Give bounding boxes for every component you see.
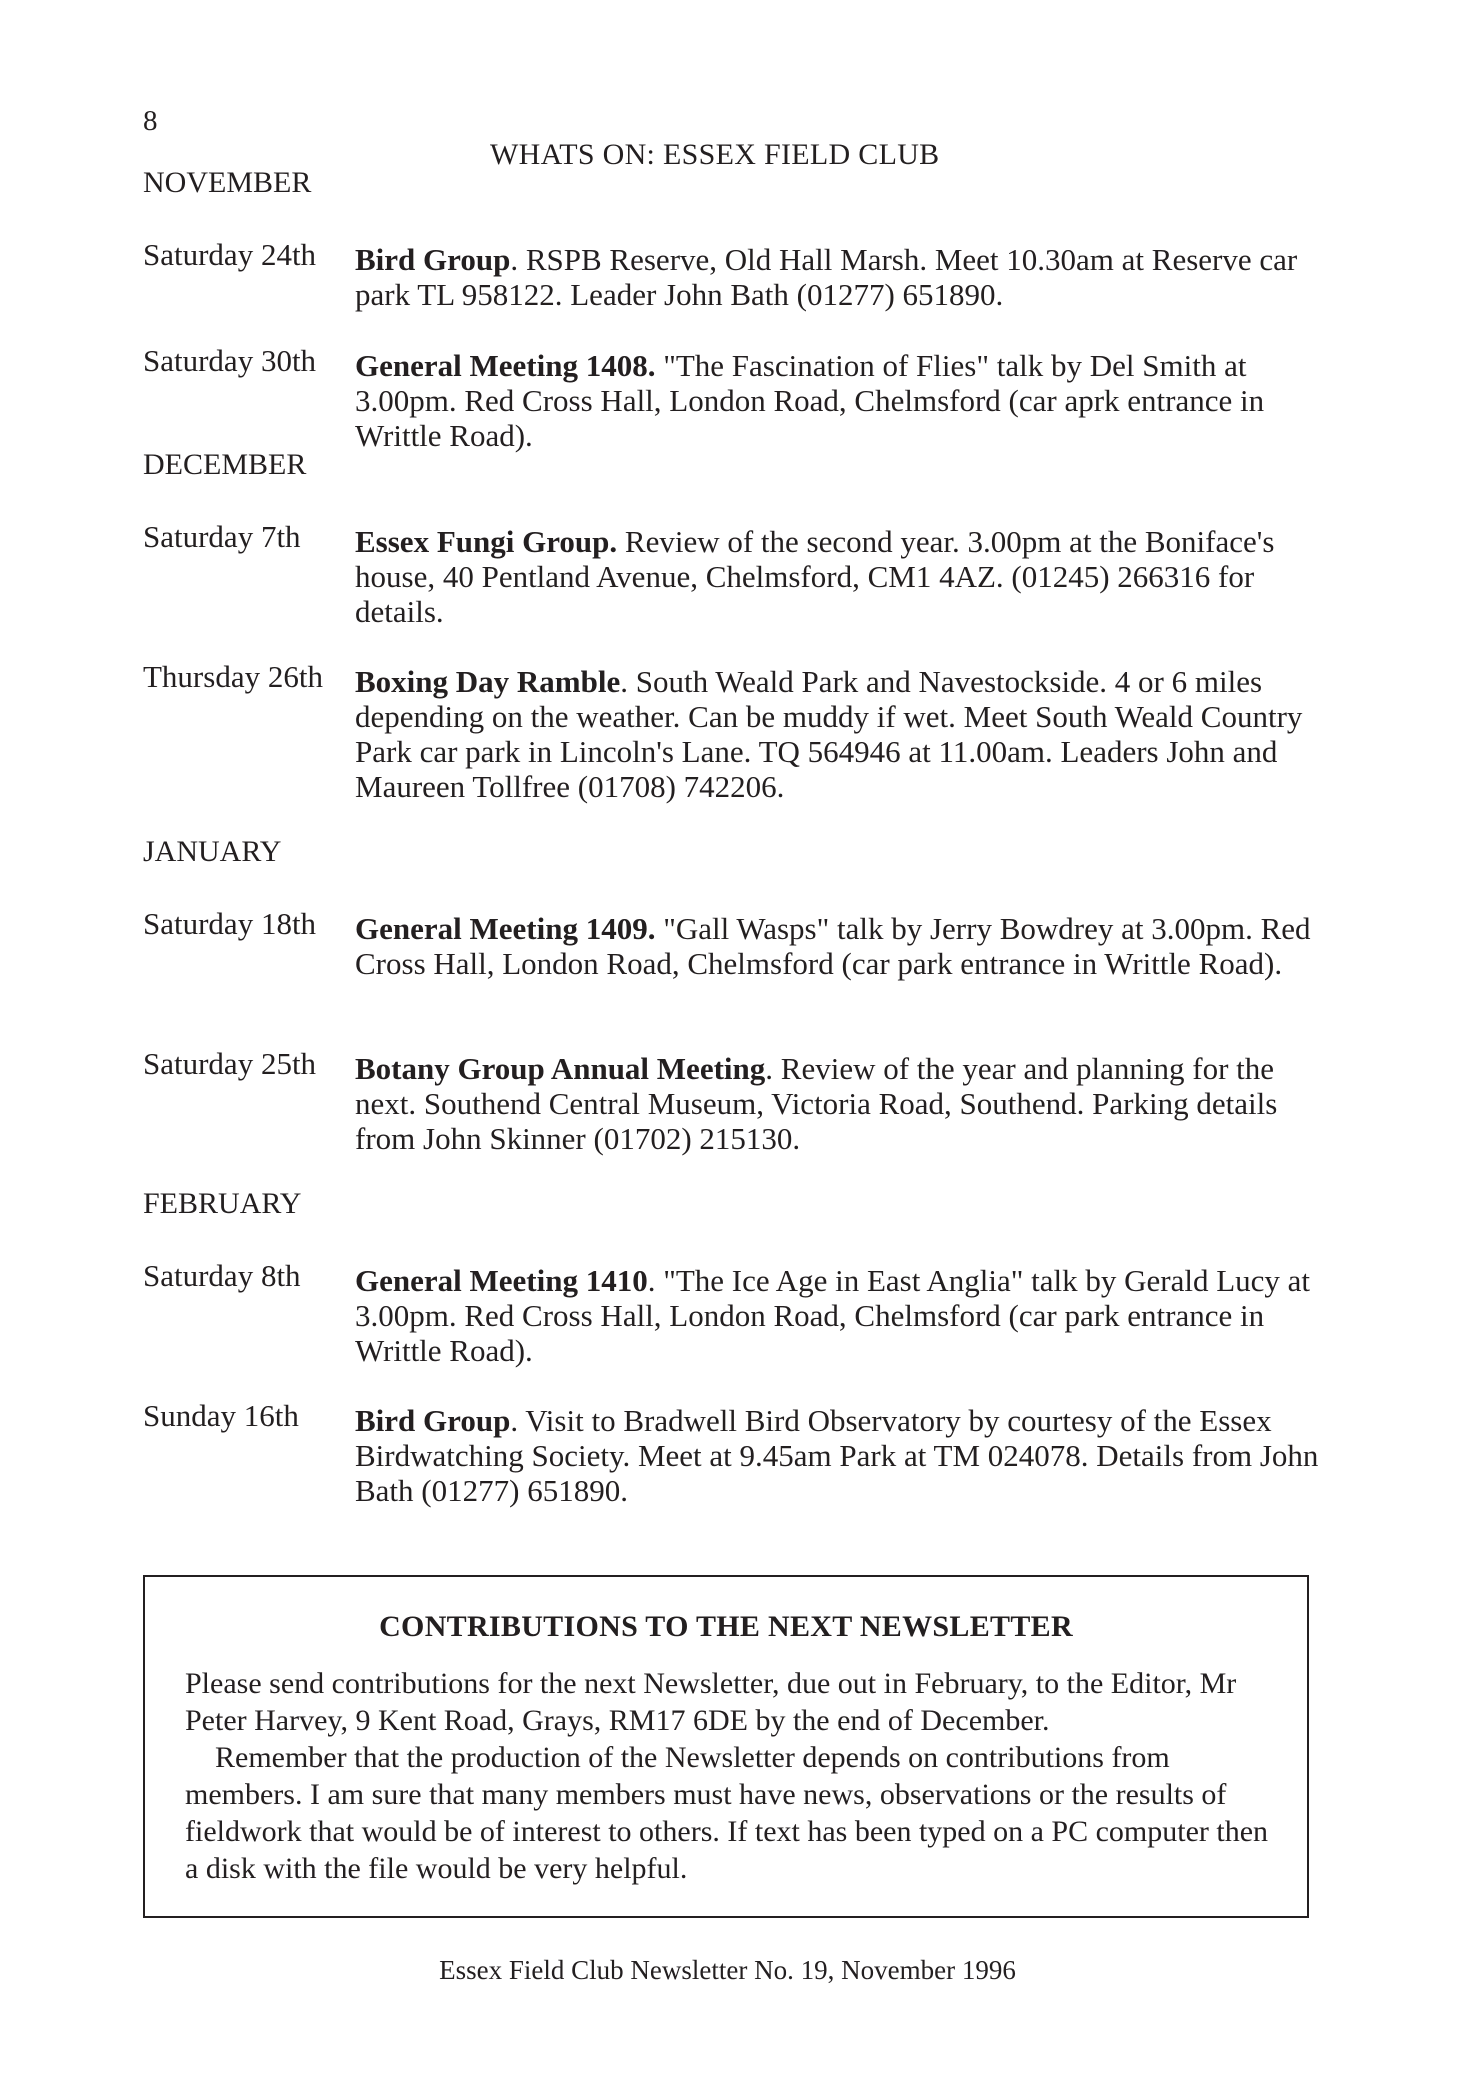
event-title: Boxing Day Ramble: [355, 664, 621, 699]
event-title: General Meeting 1408.: [355, 348, 656, 383]
event-text: "The Fascination of Flies" talk by Del Smith at 3.00pm. Red Cross Hall, London Road, Chelmsford (car aprk entrance in Writtle Road).: [355, 348, 1265, 453]
contributions-title: CONTRIBUTIONS TO THE NEXT NEWSLETTER: [379, 1610, 1073, 1643]
event-title: Bird Group: [355, 1403, 511, 1438]
contributions-paragraph: Please send contributions for the next Newsletter, due out in February, to the Editor, Mr Peter Harvey, 9 Kent Road, Grays, RM17 6DE by the end of December.: [185, 1667, 1237, 1737]
page-number: 8: [143, 105, 158, 137]
event-date: Saturday 7th: [143, 519, 301, 554]
event-description: [355, 1051, 1330, 1156]
event-description: [355, 664, 1330, 804]
event-description: [355, 348, 1330, 453]
event-text: . "The Ice Age in East Anglia" talk by Gerald Lucy at 3.00pm. Red Cross Hall, London Road, Chelmsford (car park entrance in Writtle Road).: [355, 1263, 1311, 1368]
contributions-paragraph: Remember that the production of the Newsletter depends on contributions from members. I am sure that many members must have news, observations or the results of fieldwork that would be of interest to others. If text has been typed on a PC computer then a disk with the file would be very helpful.: [185, 1741, 1269, 1885]
event-text: . South Weald Park and Navestockside. 4 or 6 miles depending on the weather. Can be muddy if wet. Meet South Weald Country Park car park in Lincoln's Lane. TQ 564946 at 11.00am. Leaders John and Maureen Tollfree (01708) 742206.: [355, 664, 1303, 804]
event-text: . Visit to Bradwell Bird Observatory by courtesy of the Essex Birdwatching Society. Meet at 9.45am Park at TM 024078. Details from John Bath (01277) 651890.: [355, 1403, 1319, 1508]
month-heading-february: FEBRUARY: [143, 1187, 302, 1220]
event-text: . Review of the year and planning for the next. Southend Central Museum, Victoria Road, Southend. Parking details from John Skinner (01702) 215130.: [355, 1051, 1278, 1156]
event-description: [355, 911, 1330, 981]
event-date: Saturday 18th: [143, 906, 317, 941]
event-description: [355, 1263, 1330, 1368]
event-date: Sunday 16th: [143, 1398, 299, 1433]
event-text: . RSPB Reserve, Old Hall Marsh. Meet 10.30am at Reserve car park TL 958122. Leader John Bath (01277) 651890.: [355, 242, 1298, 312]
event-text: Review of the second year. 3.00pm at the Boniface's house, 40 Pentland Avenue, Chelmsford, CM1 4AZ. (01245) 266316 for details.: [355, 524, 1275, 629]
event-date: Saturday 25th: [143, 1046, 317, 1081]
month-heading-january: JANUARY: [143, 835, 282, 868]
event-title: General Meeting 1409.: [355, 911, 656, 946]
event-title: General Meeting 1410: [355, 1263, 648, 1298]
event-title: Essex Fungi Group.: [355, 524, 618, 559]
event-date: Saturday 24th: [143, 237, 317, 272]
month-heading-november: NOVEMBER: [143, 166, 312, 199]
event-description: [355, 524, 1330, 629]
month-heading-december: DECEMBER: [143, 448, 307, 481]
event-date: Thursday 26th: [143, 659, 323, 694]
page-footer: Essex Field Club Newsletter No. 19, November 1996: [439, 1955, 1016, 1985]
contributions-text: [185, 1665, 1279, 1887]
event-text: "Gall Wasps" talk by Jerry Bowdrey at 3.00pm. Red Cross Hall, London Road, Chelmsford (car park entrance in Writtle Road).: [355, 911, 1311, 981]
page-header: WHATS ON: ESSEX FIELD CLUB: [490, 138, 940, 171]
event-date: Saturday 8th: [143, 1258, 301, 1293]
event-description: [355, 242, 1330, 312]
event-description: [355, 1403, 1330, 1508]
event-title: Botany Group Annual Meeting: [355, 1051, 766, 1086]
event-title: Bird Group: [355, 242, 511, 277]
contributions-box: [143, 1575, 1309, 1918]
event-date: Saturday 30th: [143, 343, 317, 378]
